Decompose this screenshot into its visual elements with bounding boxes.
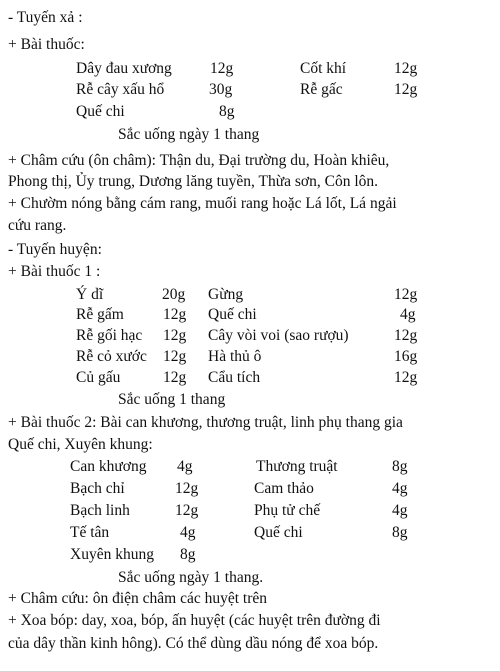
herb-name: Củ gấu	[76, 369, 121, 386]
herb-dose: 16g	[394, 348, 418, 365]
acupuncture-line: Phong thị, Ủy trung, Dương lăng tuyền, Thừa sơn, Côn lôn.	[8, 173, 379, 190]
herb-name: Rễ gấc	[300, 81, 343, 98]
herb-name: Thương truật	[256, 458, 338, 475]
herb-name: Quế chi	[254, 524, 303, 541]
compress-line: + Chườm nóng bằng cám rang, muối rang hoặc Lá lốt, Lá ngải	[8, 195, 397, 212]
herb-name: Gừng	[208, 286, 244, 303]
section-heading-tuyen-xa: - Tuyến xả :	[8, 9, 83, 26]
herb-dose: 12g	[210, 60, 234, 77]
herb-dose: 12g	[175, 502, 199, 519]
herb-dose: 4g	[180, 524, 196, 541]
herb-name: Rễ gấm	[76, 306, 124, 323]
prescription-2-line: Quế chi, Xuyên khung:	[8, 436, 153, 453]
herb-dose: 4g	[400, 306, 416, 323]
herb-name: Xuyên khung	[70, 546, 154, 563]
dosage-instruction: Sắc uống ngày 1 thang.	[118, 569, 264, 586]
prescription-2-line: + Bài thuốc 2: Bài can khương, thương truật, linh phụ thang gia	[8, 414, 403, 431]
herb-dose: 12g	[394, 60, 418, 77]
herb-name: Dây đau xương	[76, 60, 172, 77]
herb-dose: 8g	[392, 458, 408, 475]
herb-dose: 12g	[394, 286, 418, 303]
herb-name: Hà thủ ô	[208, 348, 262, 365]
herb-name: Quế chi	[208, 306, 257, 323]
herb-dose: 12g	[163, 306, 187, 323]
herb-dose: 4g	[392, 480, 408, 497]
herb-dose: 8g	[392, 524, 408, 541]
herb-name: Rễ cây xấu hổ	[76, 81, 165, 98]
dosage-instruction: Sắc uống ngày 1 thang	[118, 126, 260, 143]
herb-dose: 12g	[175, 480, 199, 497]
dosage-instruction: Sắc uống 1 thang	[118, 391, 226, 408]
herb-dose: 12g	[163, 369, 187, 386]
herb-name: Bạch chỉ	[70, 480, 125, 497]
herb-dose: 30g	[209, 81, 233, 98]
massage-line: của dây thần kinh hông). Có thể dùng dầu nóng để xoa bóp.	[8, 635, 379, 652]
herb-name: Rễ gối hạc	[76, 327, 143, 344]
herb-dose: 12g	[394, 81, 418, 98]
herb-name: Quế chi	[76, 103, 125, 120]
herb-dose: 20g	[162, 286, 186, 303]
acupuncture-line: + Châm cứu: ôn điện châm các huyệt trên	[8, 590, 268, 607]
herb-name: Cẩu tích	[208, 369, 261, 386]
prescription-label: + Bài thuốc:	[8, 36, 85, 53]
herb-dose: 12g	[394, 327, 418, 344]
herb-name: Ý dĩ	[76, 286, 104, 303]
herb-name: Bạch linh	[70, 502, 130, 519]
massage-line: + Xoa bóp: day, xoa, bóp, ấn huyệt (các huyệt trên đường đi	[8, 612, 381, 629]
section-heading-tuyen-huyen: - Tuyến huyện:	[8, 241, 102, 258]
compress-line: cứu rang.	[8, 217, 67, 234]
prescription-label: + Bài thuốc 1 :	[8, 263, 101, 280]
herb-name: Cốt khí	[300, 60, 347, 77]
herb-name: Cây vòi voi (sao rượu)	[208, 327, 349, 344]
herb-name: Rễ cỏ xước	[76, 348, 147, 365]
herb-name: Tế tân	[70, 524, 110, 541]
herb-dose: 12g	[163, 348, 187, 365]
herb-dose: 8g	[180, 546, 196, 563]
herb-name: Cam thảo	[254, 480, 314, 497]
herb-name: Phụ tử chế	[254, 502, 321, 519]
acupuncture-line: + Châm cứu (ôn châm): Thận du, Đại trường du, Hoàn khiêu,	[8, 152, 390, 169]
herb-dose: 4g	[177, 458, 193, 475]
herb-dose: 8g	[219, 103, 235, 120]
herb-name: Can khương	[70, 458, 147, 475]
herb-dose: 4g	[392, 502, 408, 519]
herb-dose: 12g	[163, 327, 187, 344]
herb-dose: 12g	[394, 369, 418, 386]
